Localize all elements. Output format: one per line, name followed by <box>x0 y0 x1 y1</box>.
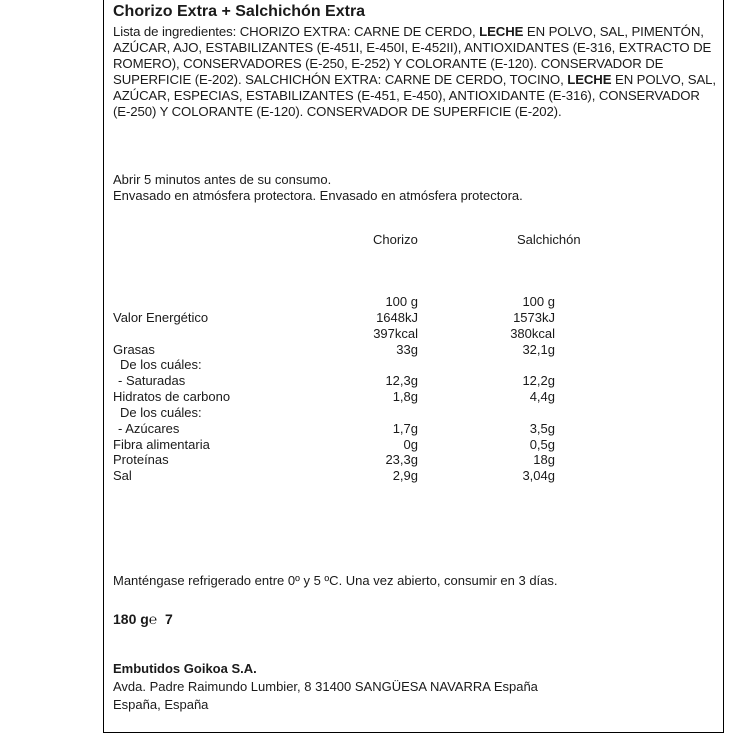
net-weight: 180 g <box>113 611 149 627</box>
product-title: Chorizo Extra + Salchichón Extra <box>113 3 366 20</box>
ingredients-list <box>113 24 718 121</box>
nutrition-value-chorizo: 2,9g <box>392 468 418 483</box>
nutrition-column-salchichon: Salchichón <box>517 232 581 247</box>
label-content <box>113 0 718 121</box>
storage-instruction: Manténgase refrigerado entre 0º y 5 ºC. Una vez abierto, consumir en 3 días. <box>113 573 558 588</box>
nutrition-row-label: De los cuáles: <box>120 405 202 420</box>
portion-salchichon: 100 g <box>522 294 555 309</box>
nutrition-value-salchichon: 4,4g <box>529 389 555 404</box>
ingredients-text: Lista de ingredientes: CHORIZO EXTRA: CARNE DE CERDO, <box>113 24 480 39</box>
nutrition-row-label: Hidratos de carbono <box>113 389 231 404</box>
nutrition-value-chorizo: 12,3g <box>385 373 418 388</box>
packaging-note: Envasado en atmósfera protectora. Envasado en atmósfera protectora. <box>113 188 523 203</box>
nutrition-value-chorizo: 0g <box>403 437 418 452</box>
ingredients-text: EN POLVO, SAL, PIMENTÓN, AZÚCAR, AJO, ESTABILIZANTES (E-451I, E-450I, E-452II), ANTIOXIDANTES (E-316, EXTRACTO DE ROMERO), CONSERVADORES (E-250, E-252) Y COLORANTE (E-120). CONSERVADOR DE SUPERFICIE (E-202). SALCHICHÓN EXTRA: CARNE DE CERDO, TOCINO, <box>113 24 712 88</box>
opening-instruction: Abrir 5 minutos antes de su consumo. <box>113 172 332 187</box>
portion-chorizo: 100 g <box>385 294 418 309</box>
nutrition-row-label: De los cuáles: <box>120 357 202 372</box>
company-country: España, España <box>113 697 209 712</box>
energy-kj-chorizo: 1648kJ <box>376 310 418 325</box>
nutrition-value-salchichon: 3,04g <box>522 468 555 483</box>
nutrition-value-chorizo: 23,3g <box>385 452 418 467</box>
energy-label: Valor Energético <box>113 310 209 325</box>
nutrition-row-label: - Saturadas <box>118 373 186 388</box>
nutrition-row-label: Proteínas <box>113 452 169 467</box>
energy-kcal-salchichon: 380kcal <box>510 326 555 341</box>
allergen-highlight: LECHE <box>479 24 524 39</box>
nutrition-value-salchichon: 3,5g <box>529 421 555 436</box>
nutrition-value-salchichon: 18g <box>533 452 555 467</box>
allergen-highlight: LECHE <box>567 72 612 88</box>
nutrition-row-label: Fibra alimentaria <box>113 437 210 452</box>
company-name: Embutidos Goikoa S.A. <box>113 661 257 676</box>
nutrition-row-label: - Azúcares <box>118 421 180 436</box>
nutrition-value-salchichon: 32,1g <box>522 342 555 357</box>
nutrition-value-chorizo: 1,7g <box>392 421 418 436</box>
nutrition-value-chorizo: 1,8g <box>392 389 418 404</box>
energy-kj-salchichon: 1573kJ <box>513 310 555 325</box>
nutrition-value-salchichon: 12,2g <box>522 373 555 388</box>
estimated-sign-icon: ℮ <box>148 611 158 627</box>
nutrition-column-chorizo: Chorizo <box>373 232 418 247</box>
net-weight-line <box>113 611 173 627</box>
nutrition-row-label: Sal <box>113 468 132 483</box>
nutrition-value-chorizo: 33g <box>396 342 418 357</box>
company-address: Avda. Padre Raimundo Lumbier, 8 31400 SANGÜESA NAVARRA España <box>113 679 538 694</box>
lot-number: 7 <box>165 611 173 627</box>
nutrition-value-salchichon: 0,5g <box>529 437 555 452</box>
energy-kcal-chorizo: 397kcal <box>373 326 418 341</box>
ingredients-text: EN POLVO, SAL, AZÚCAR, ESPECIAS, ESTABILIZANTES (E-451, E-450), ANTIOXIDANTE (E-316), CONSERVADOR (E-250) Y COLORANTE (E-120). CONSERVADOR DE SUPERFICIE (E-202). <box>113 72 716 120</box>
nutrition-row-label: Grasas <box>113 342 155 357</box>
